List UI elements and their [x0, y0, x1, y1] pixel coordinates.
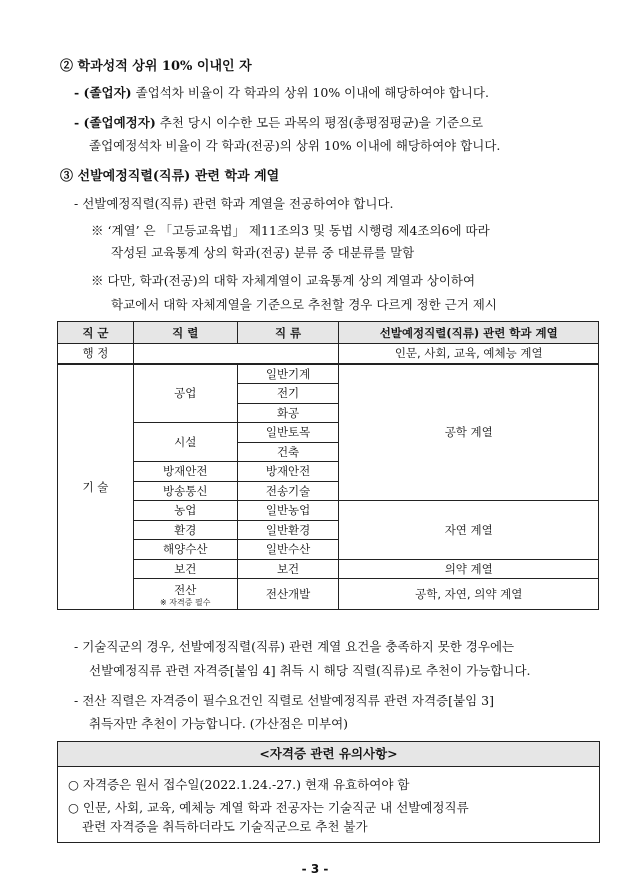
class-health: 보건 [237, 559, 339, 579]
table-row [58, 501, 599, 521]
notice-title: <자격증 관련 유의사항> [58, 742, 599, 767]
sec3-note-1: ※ ‘계열’ 은 「고등교육법」 제11조의3 및 동법 시행령 제4조의6에 따라 [91, 223, 490, 238]
sec2-b1-text: 졸업석차 비율이 각 학과의 상위 10% 이내에 해당하여야 합니다. [131, 85, 489, 100]
job-field-table [57, 321, 599, 610]
field-eng: 공학 계열 [339, 364, 599, 501]
table-header-row [58, 322, 599, 344]
class-env: 일반환경 [237, 520, 339, 540]
sec2-bullet-1 [74, 83, 489, 101]
tech-group: 기 술 [58, 364, 134, 610]
admin-group: 행 정 [58, 344, 134, 364]
class-civil: 일반토목 [237, 423, 339, 443]
class-disaster: 방재안전 [237, 462, 339, 482]
series-agri: 농업 [133, 501, 237, 521]
notice-body [58, 767, 599, 842]
class-arch: 건축 [237, 442, 339, 462]
sec3-note-1-cont: 작성된 교육통계 상의 학과(전공) 분류 중 대분류를 말함 [111, 245, 415, 260]
section-2-title: ② 학과성적 상위 10% 이내인 자 [60, 59, 252, 74]
certificate-notice-box [57, 741, 600, 843]
field-nat: 자연 계열 [339, 501, 599, 560]
after-para-1: - 기술직군의 경우, 선발예정직렬(직류) 관련 계열 요건을 충족하지 못한 경우에는 [74, 639, 515, 654]
series-broadcast: 방송통신 [133, 481, 237, 501]
sec2-b1-label: - (졸업자) [74, 85, 132, 100]
sec3-bullet-1: - 선발예정직렬(직류) 관련 학과 계열을 전공하여야 합니다. [74, 196, 394, 211]
header-field: 선발예정직렬(직류) 관련 학과 계열 [339, 322, 599, 344]
after-para-1-cont: 선발예정직류 관련 자격증[붙임 4] 취득 시 해당 직렬(직류)로 추천이 가능합니다. [89, 663, 531, 678]
class-broadcast: 전송기술 [237, 481, 339, 501]
series-disaster: 방재안전 [133, 462, 237, 482]
sec2-b2-label: - (졸업예정자) [74, 115, 156, 130]
field-med: 의약 계열 [339, 559, 599, 579]
header-series: 직 렬 [133, 322, 237, 344]
section-3-title: ③ 선발예정직렬(직류) 관련 학과 계열 [60, 169, 280, 184]
table-row [58, 559, 599, 579]
header-group: 직 군 [58, 322, 134, 344]
table-row [58, 364, 599, 384]
series-health: 보건 [133, 559, 237, 579]
series-industry: 공업 [133, 364, 237, 423]
class-agri: 일반농업 [237, 501, 339, 521]
after-para-2-cont: 취득자만 추천이 가능합니다. (가산점은 미부여) [89, 716, 349, 731]
class-chem: 화공 [237, 403, 339, 423]
after-para-2: - 전산 직렬은 자격증이 필수요건인 직렬로 선발예정직류 관련 자격증[붙임 3] [74, 693, 494, 708]
admin-field: 인문, 사회, 교육, 예체능 계열 [339, 344, 599, 364]
class-mech: 일반기계 [237, 364, 339, 384]
header-class: 직 류 [237, 322, 339, 344]
series-facility: 시설 [133, 423, 237, 462]
notice-item-1: ○ 자격증은 원서 접수일(2022.1.24.-27.) 현재 유효하여야 함 [68, 777, 410, 792]
sec2-b2-cont: 졸업예정석차 비율이 각 학과(전공)의 상위 10% 이내에 해당하여야 합니다. [89, 138, 501, 153]
series-marine: 해양수산 [133, 540, 237, 560]
admin-empty [133, 344, 339, 364]
table-row-admin [58, 344, 599, 364]
series-computer [133, 579, 237, 610]
sec2-b2-text: 추천 당시 이수한 모든 과목의 평점(총평점평균)을 기준으로 [155, 115, 484, 130]
sec2-bullet-2 [74, 113, 483, 131]
table-row [58, 579, 599, 610]
field-mixed: 공학, 자연, 의약 계열 [339, 579, 599, 610]
series-env: 환경 [133, 520, 237, 540]
notice-item-2: ○ 인문, 사회, 교육, 예체능 계열 학과 전공자는 기술직군 내 선발예정직류 [68, 800, 469, 815]
series-computer-note: ※ 자격증 필수 [160, 597, 211, 607]
notice-item-2-cont: 관련 자격증을 취득하더라도 기술직군으로 추천 불가 [82, 819, 368, 834]
class-computer: 전산개발 [237, 579, 339, 610]
page-number: - 3 - [301, 862, 329, 876]
sec3-note-2-cont: 학교에서 대학 자체계열을 기준으로 추천할 경우 다르게 정한 근거 제시 [111, 297, 497, 312]
class-elec: 전기 [237, 384, 339, 404]
series-computer-label: 전산 [174, 582, 197, 597]
sec3-note-2: ※ 다만, 학과(전공)의 대학 자체계열이 교육통계 상의 계열과 상이하여 [91, 273, 476, 288]
class-marine: 일반수산 [237, 540, 339, 560]
